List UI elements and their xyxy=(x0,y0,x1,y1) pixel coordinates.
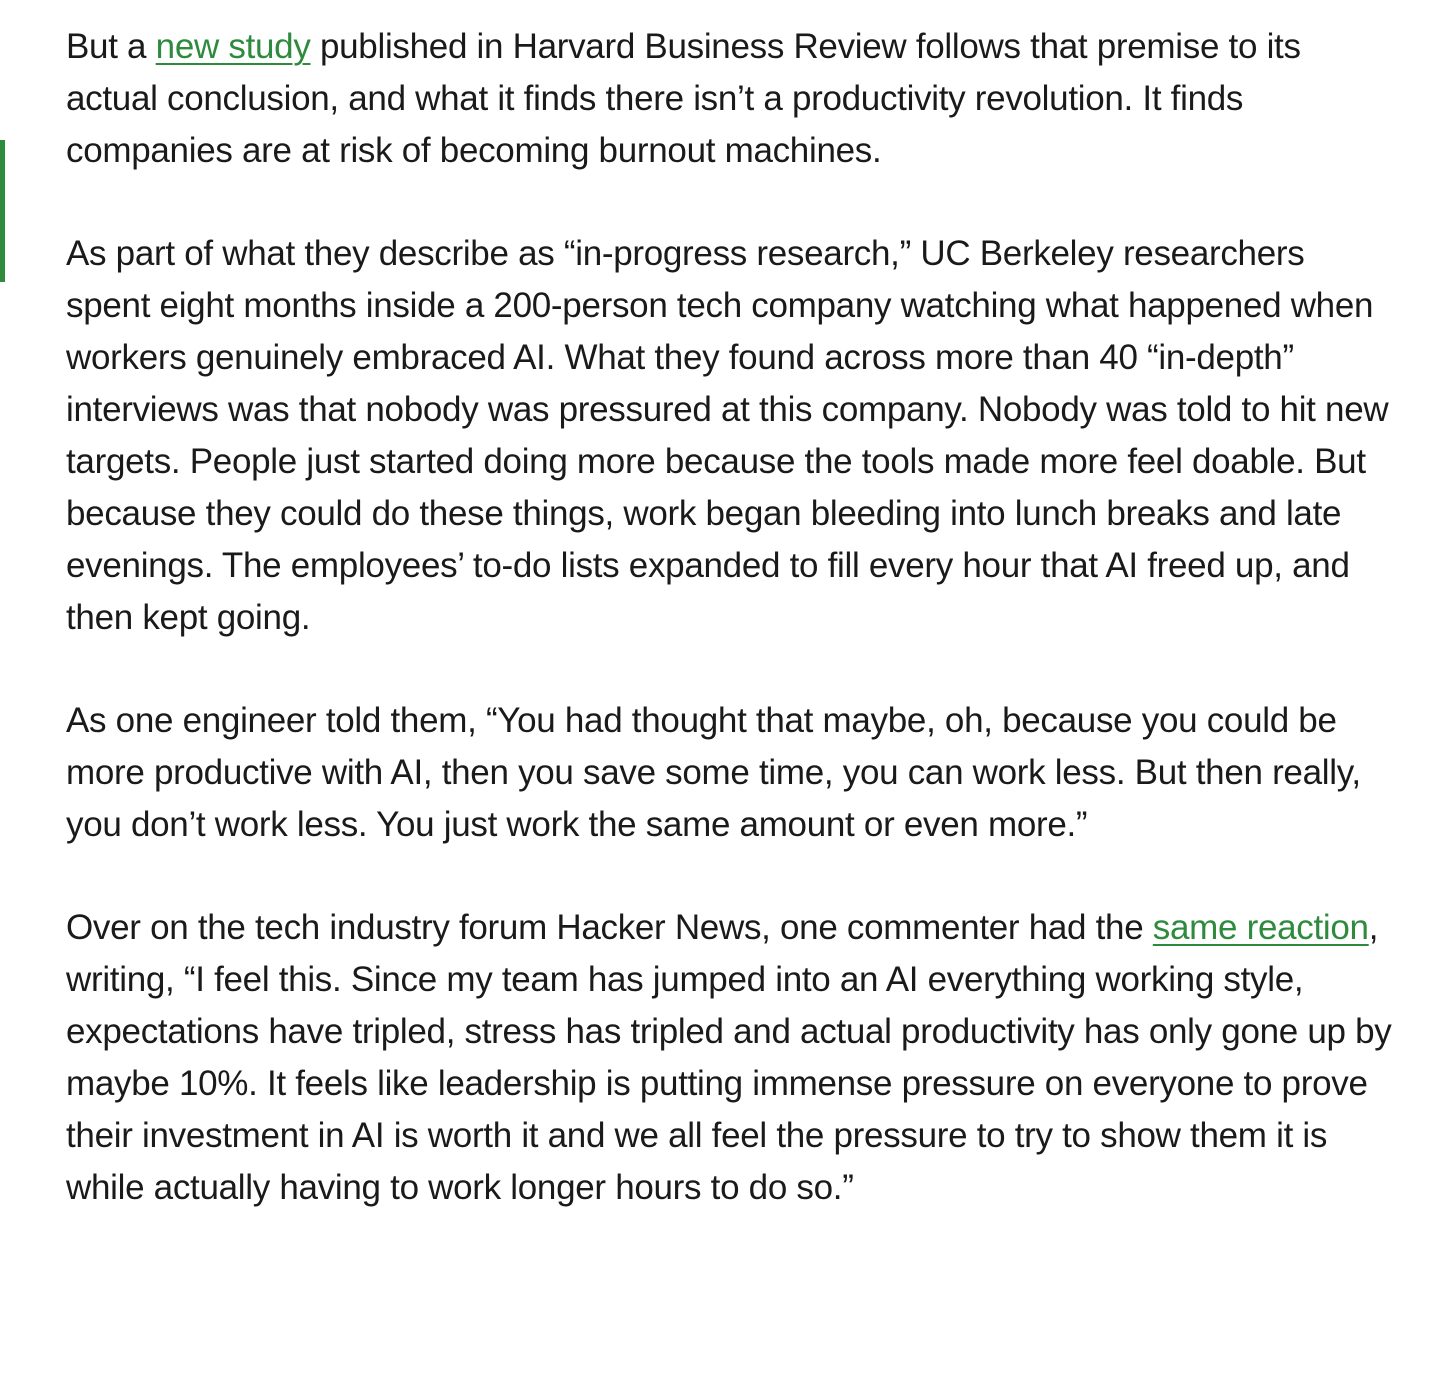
paragraph-hn-text-end: , writing, “I feel this. Since my team has jumped into an AI everything working style, expectations have tripled, stress has tripled and actual productivity has only gone up by maybe 10%. It feels like leadership is putting immense pressure on everyone to prove their investment in AI is worth it and we all feel the pressure to try to show them it is while actually having to work longer hours to do so.” xyxy=(66,908,1392,1207)
quote-accent-bar xyxy=(0,140,5,282)
paragraph-intro xyxy=(66,21,1396,177)
paragraph-engineer-quote: As one engineer told them, “You had thought that maybe, oh, because you could be more productive with AI, then you save some time, you can work less. But then really, you don’t work less. You just work the same amount or even more.” xyxy=(66,701,1361,844)
paragraph-intro-text-start: But a xyxy=(66,27,156,66)
new-study-link[interactable]: new study xyxy=(155,27,311,66)
paragraph-intro-text-end: published in Harvard Business Review follows that premise to its actual conclusion, and what it finds there isn’t a productivity revolution. It finds companies are at risk of becoming burnout machines. xyxy=(66,27,1301,170)
paragraph-hn-text-start: Over on the tech industry forum Hacker News, one commenter had the xyxy=(66,908,1153,947)
same-reaction-link[interactable]: same reaction xyxy=(1152,908,1369,947)
article-body xyxy=(66,21,1396,1214)
paragraph-hacker-news xyxy=(66,902,1396,1214)
paragraph-research: As part of what they describe as “in-progress research,” UC Berkeley researchers spent eight months inside a 200-person tech company watching what happened when workers genuinely embraced AI. What they found across more than 40 “in-depth” interviews was that nobody was pressured at this company. Nobody was told to hit new targets. People just started doing more because the tools made more feel doable. But because they could do these things, work began bleeding into lunch breaks and late evenings. The employees’ to-do lists expanded to fill every hour that AI freed up, and then kept going. xyxy=(66,234,1389,637)
